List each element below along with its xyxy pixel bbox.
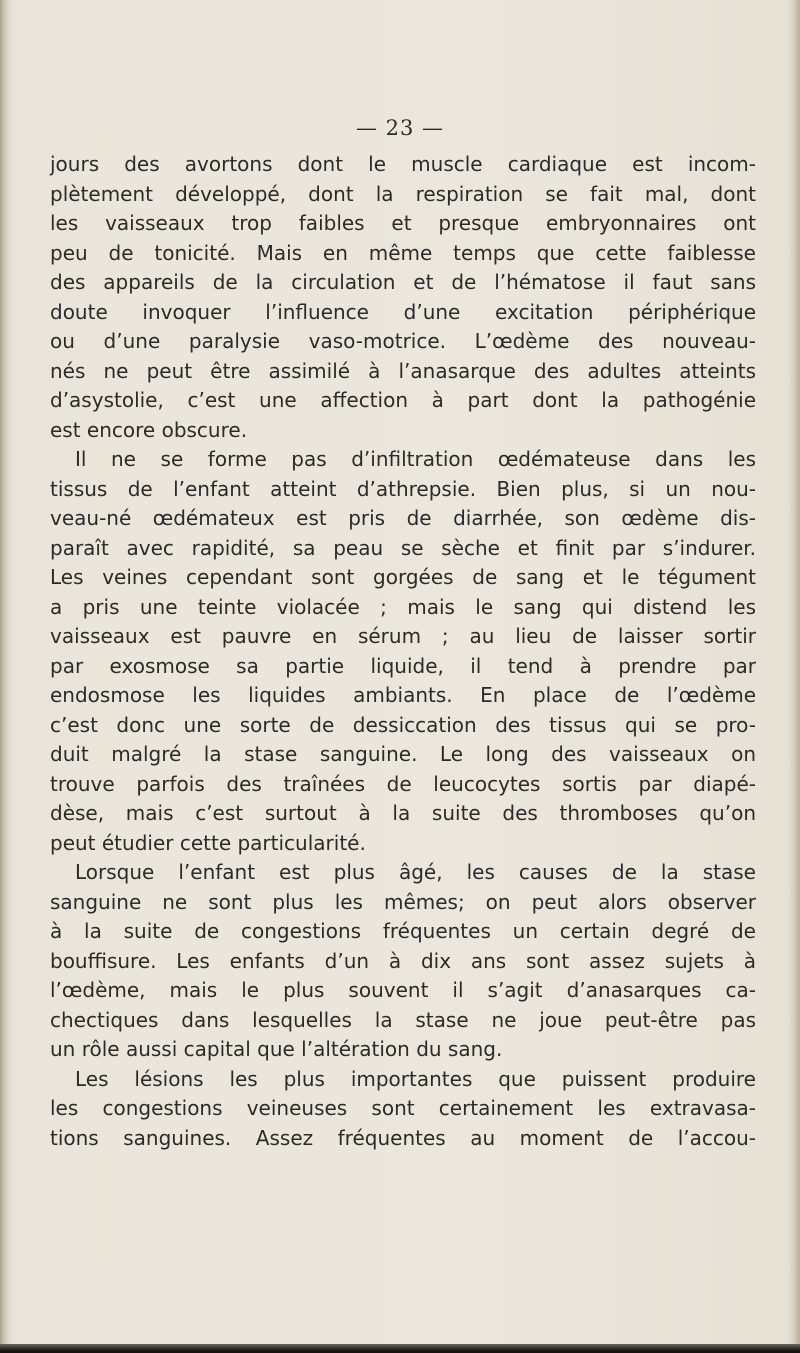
text-line: veau-né œdémateux est pris de diarrhée, son œdème dis-	[50, 506, 756, 530]
page-left-edge	[0, 0, 10, 1353]
text-line: duit malgré la stase sanguine. Le long des vaisseaux on	[50, 742, 756, 766]
text-line: Les veines cependant sont gorgées de sang et le tégument	[50, 565, 756, 589]
text-line: peu de tonicité. Mais en même temps que cette faiblesse	[50, 240, 756, 265]
text-line: doute invoquer l’influence d’une excitation périphérique	[50, 299, 756, 324]
text-line: c’est donc une sorte de dessiccation des tissus qui se pro-	[50, 712, 756, 737]
text-line: dèse, mais c’est surtout à la suite des thromboses qu’on	[50, 801, 756, 825]
text-line: Il ne se forme pas d’infiltration œdémateuse dans les	[75, 447, 756, 471]
text-line: d’asystolie, c’est une affection à part dont la pathogénie	[50, 388, 756, 412]
text-line: tissus de l’enfant atteint d’athrepsie. Bien plus, si un nou-	[50, 476, 756, 501]
text-line: nés ne peut être assimilé à l’anasarque des adultes atteints	[50, 358, 756, 383]
text-line: trouve parfois des traînées de leucocytes sortis par diapé-	[50, 771, 756, 796]
text-line: chectiques dans lesquelles la stase ne joue peut-être pas	[50, 1007, 756, 1032]
text-line: bouffisure. Les enfants d’un à dix ans sont assez sujets à	[50, 948, 756, 973]
text-line: ou d’une paralysie vaso-motrice. L’œdème des nouveau-	[50, 329, 756, 353]
text-line: tions sanguines. Assez fréquentes au moment de l’accou-	[50, 1125, 756, 1150]
text-line: endosmose les liquides ambiants. En place de l’œdème	[50, 683, 756, 707]
text-line: peut étudier cette particularité.	[50, 830, 366, 855]
text-line: les congestions veineuses sont certainement les extravasa-	[50, 1096, 756, 1120]
page-bottom-shadow	[0, 1344, 800, 1353]
text-line: paraît avec rapidité, sa peau se sèche et finit par s’indurer.	[50, 535, 756, 560]
text-line: par exosmose sa partie liquide, il tend à prendre par	[50, 653, 756, 678]
body-text	[50, 150, 756, 1153]
text-line: est encore obscure.	[50, 417, 248, 442]
text-line: les vaisseaux trop faibles et presque embryonnaires ont	[50, 211, 756, 235]
text-line: sanguine ne sont plus les mêmes; on peut alors observer	[50, 889, 756, 914]
text-line: vaisseaux est pauvre en sérum ; au lieu de laisser sortir	[50, 624, 756, 648]
text-line: un rôle aussi capital que l’altération du sang.	[50, 1037, 503, 1061]
text-line: Lorsque l’enfant est plus âgé, les causes de la stase	[75, 860, 756, 884]
text-line: des appareils de la circulation et de l’hématose il faut sans	[50, 270, 756, 294]
text-line: a pris une teinte violacée ; mais le sang qui distend les	[50, 594, 756, 619]
text-line: Les lésions les plus importantes que puissent produire	[75, 1066, 756, 1091]
text-line: à la suite de congestions fréquentes un certain degré de	[50, 919, 756, 943]
text-line: l’œdème, mais le plus souvent il s’agit d’anasarques ca-	[50, 978, 756, 1002]
text-line: jours des avortons dont le muscle cardiaque est incom-	[50, 152, 756, 176]
text-line: plètement développé, dont la respiration se fait mal, dont	[50, 181, 756, 206]
page-right-edge	[788, 0, 800, 1353]
page-number: — 23 —	[355, 116, 445, 140]
